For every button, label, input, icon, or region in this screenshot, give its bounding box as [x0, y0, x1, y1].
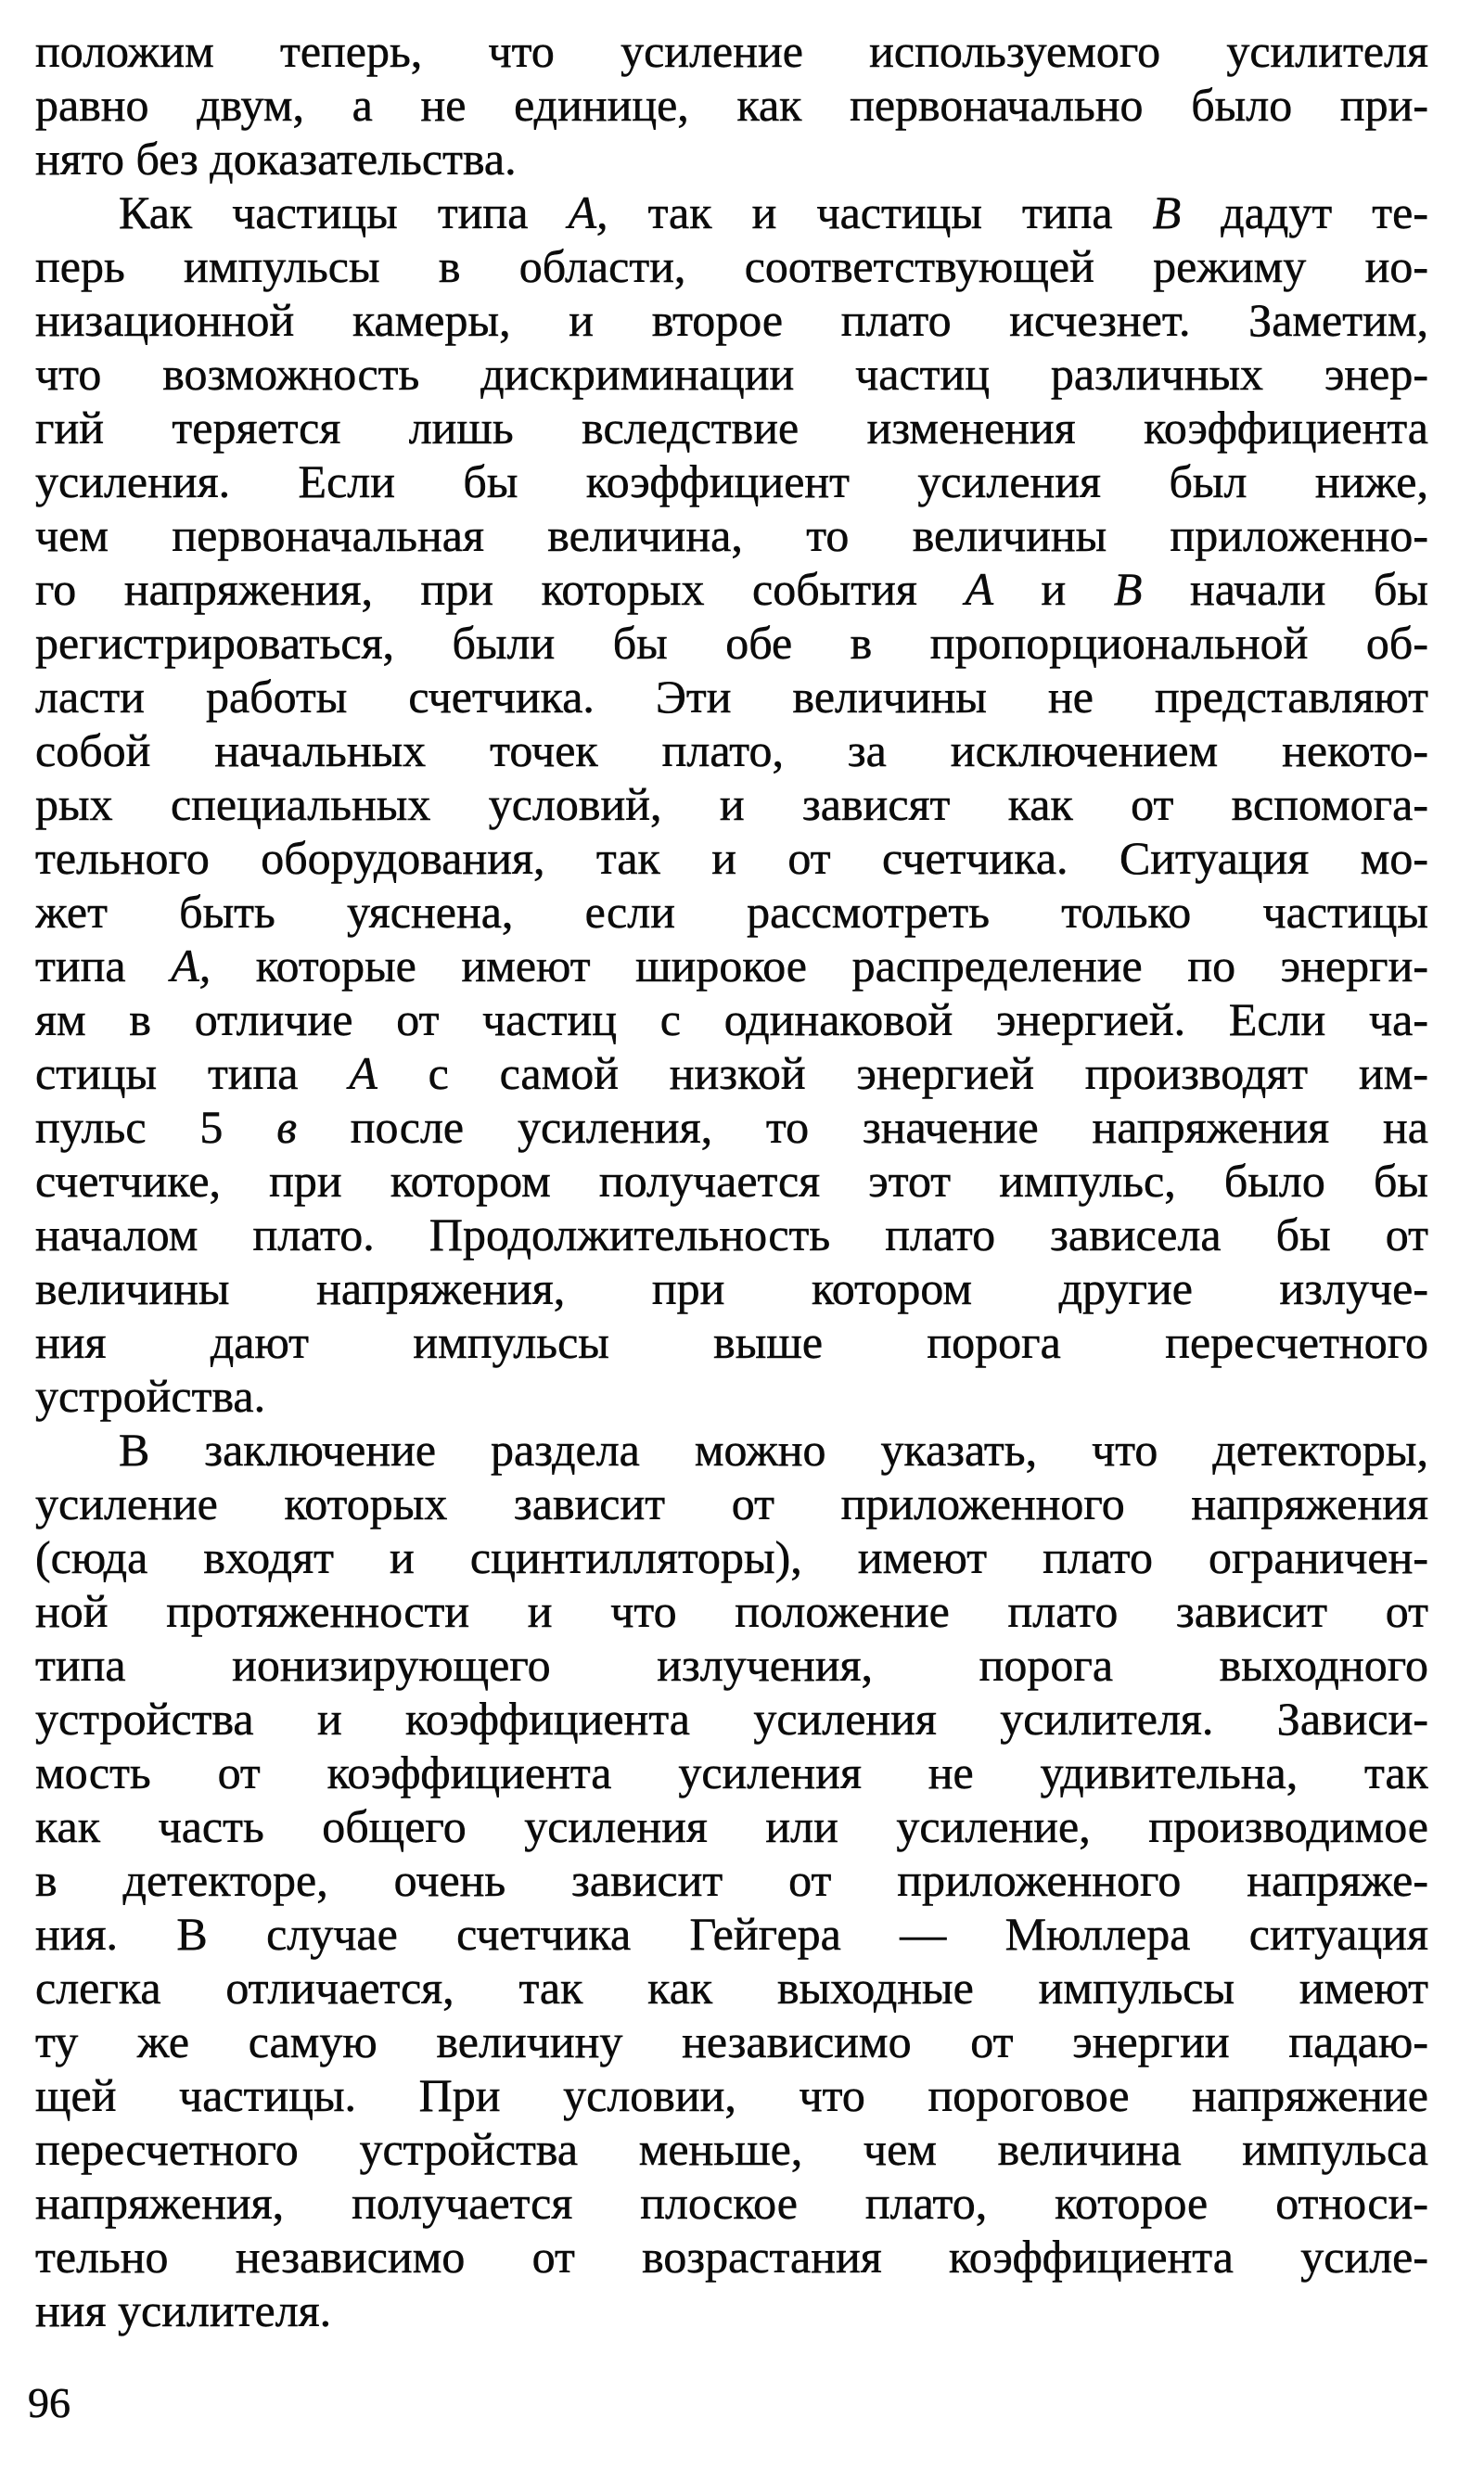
text-line: равно двум, а не единице, как первоначально было при- — [35, 79, 1428, 131]
text-line: Как частицы типа А, так и частицы типа В дадут те- — [119, 186, 1428, 238]
text-line: мость от коэффициента усиления не удивительна, так — [35, 1746, 1428, 1798]
text-line: типа А, которые имеют широкое распределение по энерги- — [35, 940, 1428, 991]
text-block — [35, 24, 1428, 2337]
text-line: ной протяженности и что положение плато зависит от — [35, 1585, 1428, 1637]
text-line: усиления. Если бы коэффициент усиления был ниже, — [35, 455, 1428, 507]
text-line: тельно независимо от возрастания коэффициента усиле- — [35, 2231, 1428, 2283]
text-line: рых специальных условий, и зависят как от вспомога- — [35, 778, 1428, 830]
text-line: щей частицы. При условии, что пороговое напряжение — [35, 2069, 1428, 2121]
text-line: в детекторе, очень зависит от приложенного напряже- — [35, 1854, 1428, 1906]
paragraph — [35, 185, 1428, 1423]
text-line: тельного оборудования, так и от счетчика. Ситуация мо- — [35, 832, 1428, 884]
paragraph — [35, 1423, 1428, 2337]
text-line: жет быть уяснена, если рассмотреть только частицы — [35, 886, 1428, 938]
text-line: го напряжения, при которых события А и В начали бы — [35, 563, 1428, 615]
text-line: ласти работы счетчика. Эти величины не представляют — [35, 671, 1428, 723]
paragraph — [35, 24, 1428, 185]
text-line: гий теряется лишь вследствие изменения коэффициента — [35, 402, 1428, 454]
text-line: нято без доказательства. — [35, 133, 517, 185]
text-line: В заключение раздела можно указать, что детекторы, — [119, 1424, 1428, 1476]
text-line: положим теперь, что усиление используемого усилителя — [35, 25, 1428, 77]
text-line: счетчике, при котором получается этот импульс, было бы — [35, 1155, 1428, 1207]
text-line: регистрироваться, были бы обе в пропорциональной об- — [35, 617, 1428, 669]
text-line: усиление которых зависит от приложенного напряжения — [35, 1478, 1428, 1529]
text-line: как часть общего усиления или усиление, производимое — [35, 1800, 1428, 1852]
text-line: величины напряжения, при котором другие излуче- — [35, 1262, 1428, 1314]
text-line: началом плато. Продолжительность плато зависела бы от — [35, 1209, 1428, 1260]
text-line: ния усилителя. — [35, 2284, 332, 2336]
text-line: стицы типа А с самой низкой энергией производят им- — [35, 1047, 1428, 1099]
page-number: 96 — [28, 2379, 70, 2426]
text-line: устройства и коэффициента усиления усилителя. Зависи- — [35, 1693, 1428, 1745]
text-line: пульс 5 в после усиления, то значение напряжения на — [35, 1101, 1428, 1153]
text-line: (сюда входят и сцинтилляторы), имеют плато ограничен- — [35, 1531, 1428, 1583]
text-line: типа ионизирующего излучения, порога выходного — [35, 1639, 1428, 1691]
text-line: ту же самую величину независимо от энергии падаю- — [35, 2015, 1428, 2067]
text-line: что возможность дискриминации частиц различных энер- — [35, 348, 1428, 400]
text-line: ния дают импульсы выше порога пересчетного — [35, 1316, 1428, 1368]
text-line: ния. В случае счетчика Гейгера — Мюллера ситуация — [35, 1908, 1428, 1960]
text-line: собой начальных точек плато, за исключением некото- — [35, 724, 1428, 776]
text-line: напряжения, получается плоское плато, которое относи- — [35, 2177, 1428, 2229]
text-line: низационной камеры, и второе плато исчезнет. Заметим, — [35, 294, 1428, 346]
text-line: устройства. — [35, 1370, 266, 1422]
text-line: чем первоначальная величина, то величины приложенно- — [35, 509, 1428, 561]
text-line: ям в отличие от частиц с одинаковой энергией. Если ча- — [35, 993, 1428, 1045]
text-line: пересчетного устройства меньше, чем величина импульса — [35, 2123, 1428, 2175]
text-line: перь импульсы в области, соответствующей режиму ио- — [35, 240, 1428, 292]
text-line: слегка отличается, так как выходные импульсы имеют — [35, 1962, 1428, 2014]
